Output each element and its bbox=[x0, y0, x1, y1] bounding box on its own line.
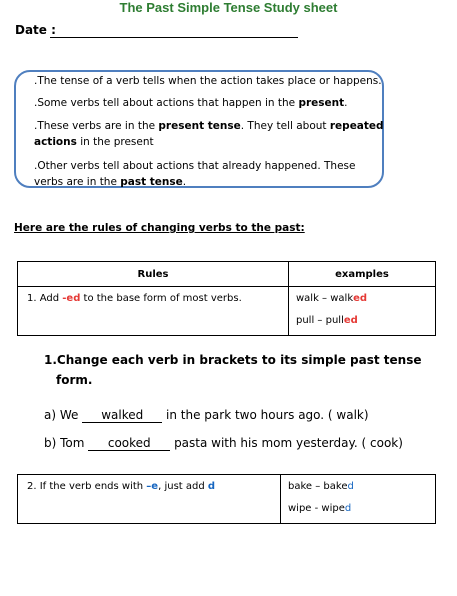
sentence-label: b) Tom bbox=[44, 436, 89, 450]
answer-field[interactable]: cooked bbox=[88, 436, 170, 451]
info-bold: past tense bbox=[120, 176, 183, 188]
rule-text: 1. Add bbox=[27, 293, 63, 304]
rule-cell bbox=[18, 287, 289, 336]
example-item: bake – baked bbox=[288, 481, 354, 492]
info-bold: repeated bbox=[329, 120, 384, 132]
page-title: The Past Simple Tense Study sheet bbox=[119, 0, 338, 15]
example-item: wipe - wiped bbox=[288, 503, 352, 514]
info-bullet-2 bbox=[34, 95, 394, 111]
info-bold: actions bbox=[34, 136, 77, 148]
info-text: . bbox=[182, 176, 187, 188]
rule-text: 2. If the verb ends with bbox=[27, 481, 147, 492]
date-label: Date : bbox=[15, 23, 56, 37]
rule-highlight: -ed bbox=[62, 293, 81, 304]
sentence-label: a) We bbox=[44, 408, 83, 422]
info-bullet-3 bbox=[34, 118, 394, 150]
info-text: . They tell about bbox=[240, 120, 330, 132]
info-bullet-1 bbox=[34, 73, 394, 89]
table-row bbox=[18, 475, 436, 524]
examples-cell bbox=[289, 287, 436, 336]
info-bullet-4 bbox=[34, 158, 394, 190]
sentence-text: in the park two hours ago. ( walk) bbox=[162, 408, 369, 422]
col-header-rules: Rules bbox=[18, 262, 289, 287]
rules-heading: Here are the rules of changing verbs to the past: bbox=[14, 222, 305, 234]
info-text: .Some verbs tell about actions that happen in the bbox=[34, 97, 299, 109]
example-item: walk – walked bbox=[296, 293, 368, 304]
info-bold: present tense bbox=[158, 120, 241, 132]
task-line: form. bbox=[56, 373, 93, 387]
rule-text: , just add bbox=[158, 481, 208, 492]
rules-table bbox=[17, 261, 436, 336]
info-bold: present bbox=[298, 97, 345, 109]
task-instruction bbox=[44, 350, 424, 390]
rule-cell bbox=[18, 475, 281, 524]
info-text: .These verbs are in the bbox=[34, 120, 159, 132]
sentence-b bbox=[44, 436, 403, 451]
example-item: pull – pulled bbox=[296, 315, 358, 326]
info-text: .Other verbs tell about actions that already happened. These bbox=[34, 160, 356, 172]
info-text: .The tense of a verb tells when the action takes place or happens. bbox=[34, 75, 382, 87]
info-box bbox=[14, 70, 384, 188]
info-text: . bbox=[344, 97, 348, 109]
col-header-examples: examples bbox=[289, 262, 436, 287]
rules-table-2 bbox=[17, 474, 436, 524]
info-text: in the present bbox=[76, 136, 154, 148]
task-line: 1.Change each verb in brackets to its simple past tense bbox=[44, 353, 422, 367]
date-input-line[interactable] bbox=[50, 37, 298, 38]
rule-text: to the base form of most verbs. bbox=[80, 293, 242, 304]
sentence-text: pasta with his mom yesterday. ( cook) bbox=[170, 436, 403, 450]
sentence-a bbox=[44, 408, 369, 423]
rule-highlight: –e bbox=[146, 481, 159, 492]
answer-field[interactable]: walked bbox=[82, 408, 162, 423]
rule-highlight: d bbox=[207, 481, 216, 492]
table-row bbox=[18, 287, 436, 336]
examples-cell bbox=[281, 475, 436, 524]
info-text: verbs are in the bbox=[34, 176, 121, 188]
